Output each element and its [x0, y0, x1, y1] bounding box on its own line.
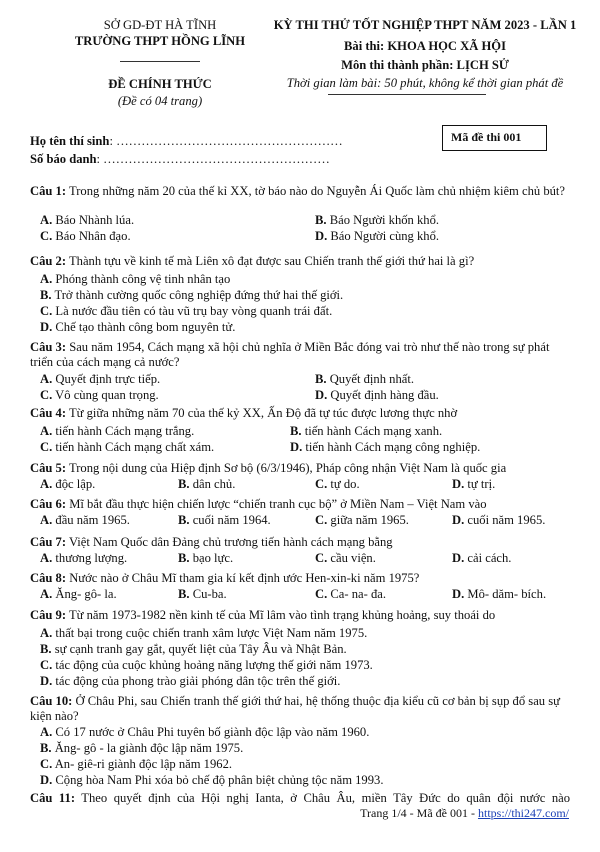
- option-text: Báo Nhành lúa.: [52, 213, 135, 227]
- option-text: Báo Người khốn khổ.: [326, 213, 440, 227]
- time-underline: [328, 94, 486, 95]
- question-text: Trong nội dung của Hiệp định Sơ bộ (6/3/1946), Pháp công nhận Việt Nam là quốc gia: [66, 461, 507, 475]
- option-letter: B.: [178, 551, 190, 565]
- question-stem: [30, 184, 570, 199]
- question-number: Câu 3:: [30, 340, 67, 354]
- question-stem: [30, 497, 570, 512]
- option-text: Ăng- gô - la giành độc lập năm 1975.: [51, 741, 244, 755]
- option-text: Mô- dăm- bích.: [464, 587, 547, 601]
- candidate-name-dots: : ………………………………………………: [109, 134, 343, 148]
- component-subject: Môn thi thành phần: LỊCH SỬ: [341, 58, 509, 72]
- option-letter: C.: [40, 388, 53, 402]
- option-letter: C.: [40, 658, 53, 672]
- answer-option: [290, 440, 480, 455]
- option-text: Trở thành cường quốc công nghiệp đứng thứ hai thế giới.: [51, 288, 344, 302]
- answer-option: [315, 213, 439, 228]
- option-text: cầu viện.: [327, 551, 376, 565]
- option-letter: C.: [40, 229, 53, 243]
- answer-option: [315, 587, 386, 602]
- question-text: Trong những năm 20 của thế kỉ XX, tờ báo nào do Nguyễn Ái Quốc làm chủ nhiệm kiêm chủ bút?: [66, 184, 566, 198]
- answer-option: [315, 551, 376, 566]
- option-letter: B.: [178, 477, 190, 491]
- option-text: giữa năm 1965.: [327, 513, 409, 527]
- option-text: tác động của cuộc khủng hoảng năng lượng thế giới năm 1973.: [52, 658, 373, 672]
- option-text: An- giê-ri giành độc lập năm 1962.: [52, 757, 233, 771]
- option-letter: B.: [178, 587, 190, 601]
- answer-option: [40, 372, 160, 387]
- option-text: tác động của phong trào giải phóng dân tộc trên thế giới.: [52, 674, 341, 688]
- answer-option: [452, 551, 511, 566]
- answer-option: [40, 272, 230, 287]
- answer-option: [40, 213, 134, 228]
- answer-option: [40, 288, 343, 303]
- option-text: Quyết định hàng đầu.: [327, 388, 439, 402]
- answer-option: [40, 551, 127, 566]
- option-text: Cu-ba.: [189, 587, 227, 601]
- option-text: Quyết định nhất.: [326, 372, 415, 386]
- option-letter: C.: [315, 513, 328, 527]
- option-text: cuối năm 1964.: [189, 513, 271, 527]
- option-text: Báo Người cùng khổ.: [327, 229, 440, 243]
- option-letter: D.: [315, 229, 328, 243]
- option-letter: A.: [40, 372, 53, 386]
- question-stem: [30, 694, 570, 723]
- answer-option: [178, 513, 271, 528]
- answer-option: [40, 440, 214, 455]
- option-text: Phóng thành công vệ tinh nhân tạo: [52, 272, 231, 286]
- option-text: tiến hành Cách mạng trắng.: [52, 424, 195, 438]
- answer-option: [178, 477, 235, 492]
- option-text: Vô cùng quan trọng.: [52, 388, 159, 402]
- answer-option: [40, 741, 243, 756]
- candidate-id-dots: : ………………………………………………: [96, 152, 330, 166]
- page-footer: [360, 806, 569, 821]
- answer-option: [315, 477, 360, 492]
- option-letter: C.: [40, 440, 53, 454]
- option-text: Cộng hòa Nam Phi xóa bỏ chế độ phân biệt chủng tộc năm 1993.: [52, 773, 384, 787]
- question-number: Câu 4:: [30, 406, 67, 420]
- option-letter: C.: [315, 587, 328, 601]
- question-text: Thành tựu về kinh tế mà Liên xô đạt được sau Chiến tranh thế giới thứ hai là gì?: [66, 254, 475, 268]
- answer-option: [40, 388, 159, 403]
- answer-option: [452, 587, 546, 602]
- question-stem: [30, 340, 570, 369]
- question-stem: [30, 791, 570, 806]
- option-letter: C.: [40, 757, 53, 771]
- question-text: Từ năm 1973-1982 nền kinh tế của Mĩ lâm vào tình trạng khủng hoảng, suy thoái do: [66, 608, 496, 622]
- option-text: thương lượng.: [52, 551, 128, 565]
- answer-option: [452, 513, 545, 528]
- option-text: tiến hành Cách mạng xanh.: [301, 424, 443, 438]
- answer-option: [290, 424, 442, 439]
- option-letter: B.: [40, 741, 52, 755]
- question-stem: [30, 571, 570, 586]
- question-stem: [30, 254, 570, 269]
- exam-title: KỲ THI THỬ TỐT NGHIỆP THPT NĂM 2023 - LẦN 1: [273, 18, 577, 32]
- option-text: dân chủ.: [189, 477, 236, 491]
- answer-option: [40, 320, 235, 335]
- option-text: đầu năm 1965.: [52, 513, 130, 527]
- option-text: Quyết định trực tiếp.: [52, 372, 161, 386]
- answer-option: [315, 388, 439, 403]
- page-info: Trang 1/4 - Mã đề 001 -: [360, 806, 478, 820]
- school-name: TRƯỜNG THPT HỒNG LĨNH: [74, 34, 246, 48]
- option-letter: A.: [40, 213, 53, 227]
- question-text: Sau năm 1954, Cách mạng xã hội chủ nghĩa ở Miền Bắc đóng vai trò như thế nào trong sự phát triển của cách mạng cả nước?: [30, 340, 550, 369]
- answer-option: [315, 513, 409, 528]
- answer-option: [40, 304, 332, 319]
- answer-option: [40, 477, 95, 492]
- answer-option: [40, 229, 131, 244]
- question-text: Việt Nam Quốc dân Đảng chủ trương tiến hành cách mạng bằng: [66, 535, 393, 549]
- answer-option: [40, 424, 194, 439]
- header-divider: [120, 61, 200, 62]
- option-letter: A.: [40, 626, 53, 640]
- question-text: Mĩ bắt đầu thực hiện chiến lược “chiến tranh cục bộ” ở Miền Nam – Việt Nam vào: [66, 497, 487, 511]
- option-letter: A.: [40, 587, 53, 601]
- site-link[interactable]: https://thi247.com/: [477, 806, 569, 820]
- option-text: bạo lực.: [189, 551, 234, 565]
- option-text: Có 17 nước ở Châu Phi tuyên bố giành độc lập vào năm 1960.: [52, 725, 370, 739]
- option-letter: D.: [452, 551, 465, 565]
- question-number: Câu 7:: [30, 535, 67, 549]
- department-name: SỞ GD-ĐT HÀ TĨNH: [103, 18, 217, 32]
- question-number: Câu 1:: [30, 184, 67, 198]
- answer-option: [178, 551, 233, 566]
- option-letter: B.: [40, 642, 52, 656]
- pages-note: (Đề có 04 trang): [117, 94, 203, 108]
- answer-option: [40, 725, 369, 740]
- option-letter: D.: [452, 587, 465, 601]
- option-letter: B.: [315, 372, 327, 386]
- candidate-id-field: [30, 152, 330, 167]
- question-text: Nước nào ở Châu Mĩ tham gia kí kết định ước Hen-xin-ki năm 1975?: [66, 571, 420, 585]
- question-number: Câu 6:: [30, 497, 67, 511]
- option-letter: B.: [40, 288, 52, 302]
- exam-code-box: Mã đề thi 001: [442, 125, 547, 151]
- answer-option: [315, 229, 439, 244]
- answer-option: [315, 372, 414, 387]
- option-text: tự do.: [327, 477, 360, 491]
- option-letter: D.: [40, 773, 53, 787]
- answer-option: [40, 642, 347, 657]
- option-text: tự trị.: [464, 477, 496, 491]
- option-text: độc lập.: [52, 477, 96, 491]
- option-text: cải cách.: [464, 551, 512, 565]
- option-letter: C.: [315, 477, 328, 491]
- option-letter: D.: [40, 320, 53, 334]
- answer-option: [40, 658, 373, 673]
- option-letter: A.: [40, 272, 53, 286]
- candidate-name-label: Họ tên thí sinh: [30, 134, 110, 148]
- option-text: Là nước đầu tiên có tàu vũ trụ bay vòng quanh trái đất.: [52, 304, 333, 318]
- option-letter: D.: [290, 440, 303, 454]
- answer-option: [178, 587, 227, 602]
- option-text: thất bại trong cuộc chiến tranh xâm lược Việt Nam năm 1975.: [52, 626, 368, 640]
- question-number: Câu 11:: [30, 791, 76, 805]
- question-stem: [30, 461, 570, 476]
- question-number: Câu 10:: [30, 694, 73, 708]
- question-number: Câu 2:: [30, 254, 67, 268]
- question-stem: [30, 535, 570, 550]
- question-number: Câu 8:: [30, 571, 67, 585]
- option-letter: B.: [290, 424, 302, 438]
- candidate-id-label: Số báo danh: [30, 152, 97, 166]
- option-text: Ca- na- đa.: [327, 587, 386, 601]
- question-stem: [30, 406, 570, 421]
- question-number: Câu 5:: [30, 461, 67, 475]
- option-letter: A.: [40, 424, 53, 438]
- option-letter: D.: [452, 477, 465, 491]
- option-text: sự cạnh tranh gay gắt, quyết liệt của Tây Âu và Nhật Bản.: [51, 642, 347, 656]
- answer-option: [40, 757, 232, 772]
- answer-option: [40, 773, 383, 788]
- option-text: tiến hành Cách mạng công nghiệp.: [302, 440, 481, 454]
- option-letter: B.: [315, 213, 327, 227]
- option-letter: B.: [178, 513, 190, 527]
- time-note: Thời gian làm bài: 50 phút, không kể thời gian phát đề: [286, 76, 564, 90]
- option-letter: D.: [315, 388, 328, 402]
- option-letter: D.: [40, 674, 53, 688]
- answer-option: [40, 674, 340, 689]
- question-text: Theo quyết định của Hội nghị Ianta, ở Châu Âu, miền Tây Đức do quân đội nước nào: [75, 791, 571, 805]
- question-text: Ở Châu Phi, sau Chiến tranh thế giới thứ hai, hệ thống thuộc địa kiểu cũ cơ bản bị sụp đổ sau sự kiện nào?: [30, 694, 560, 723]
- option-letter: D.: [452, 513, 465, 527]
- option-letter: A.: [40, 477, 53, 491]
- answer-option: [452, 477, 495, 492]
- option-text: tiến hành Cách mạng chất xám.: [52, 440, 215, 454]
- exam-subject: Bài thi: KHOA HỌC XÃ HỘI: [344, 39, 506, 53]
- option-text: Báo Nhân đạo.: [52, 229, 131, 243]
- official-label: ĐỀ CHÍNH THỨC: [108, 77, 212, 91]
- candidate-name-field: [30, 134, 343, 149]
- question-text: Từ giữa những năm 70 của thế kỷ XX, Ấn Độ đã tự túc được lương thực nhờ: [66, 406, 458, 420]
- option-text: Ăng- gô- la.: [52, 587, 117, 601]
- answer-option: [40, 626, 367, 641]
- answer-option: [40, 513, 130, 528]
- option-letter: A.: [40, 551, 53, 565]
- option-letter: A.: [40, 725, 53, 739]
- option-letter: C.: [315, 551, 328, 565]
- question-stem: [30, 608, 570, 623]
- question-number: Câu 9:: [30, 608, 67, 622]
- option-text: cuối năm 1965.: [464, 513, 546, 527]
- option-letter: A.: [40, 513, 53, 527]
- answer-option: [40, 587, 117, 602]
- option-letter: C.: [40, 304, 53, 318]
- option-text: Chế tạo thành công bom nguyên tử.: [52, 320, 236, 334]
